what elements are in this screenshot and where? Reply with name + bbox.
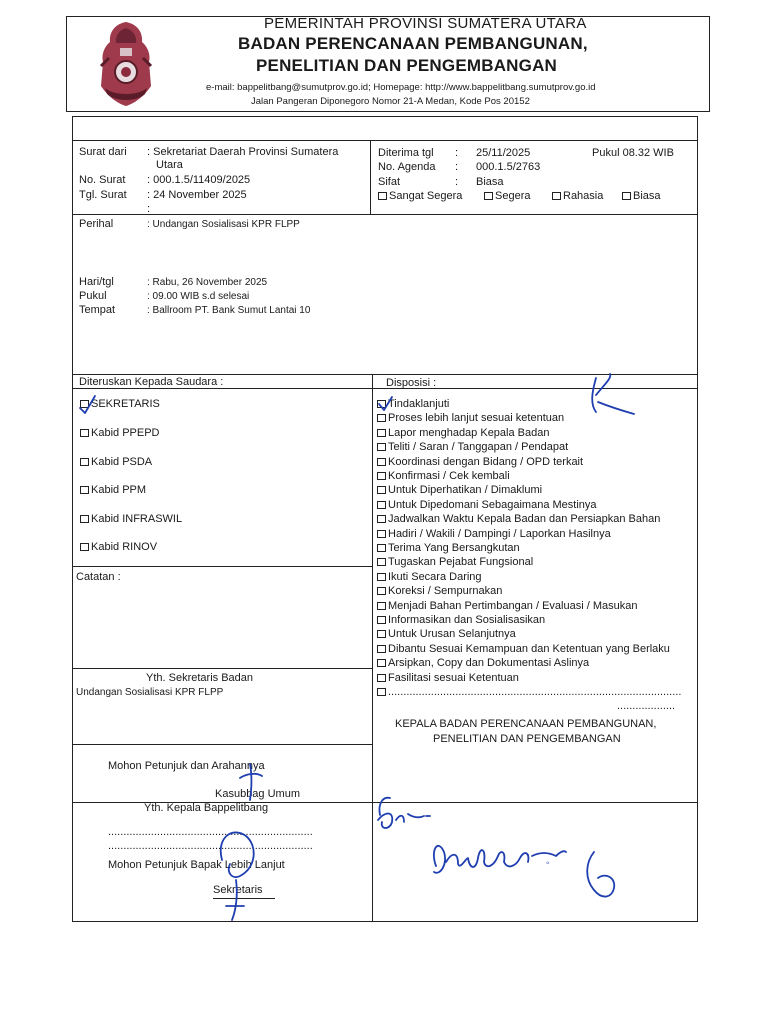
disposisi-item-label: Untuk Urusan Selanjutnya — [388, 628, 516, 641]
sifat-option-label: Rahasia — [563, 190, 604, 202]
blank-line: ................................................................................................ — [388, 686, 682, 698]
recipient-label: Kabid PPEPD — [91, 427, 160, 439]
sekretaris-box-to: Yth. Sekretaris Badan — [146, 672, 254, 684]
disposisi-item-label: Proses lebih lanjut sesuai ketentuan — [388, 412, 565, 425]
sekretaris-signature — [221, 832, 254, 920]
header-line3: PENELITIAN DAN PENGEMBANGAN — [256, 56, 558, 75]
disposisi-item-label: Lapor menghadap Kepala Badan — [388, 426, 550, 439]
disposisi-item-label: Hadiri / Wakili / Dampingi / Laporkan Hasilnya — [388, 527, 611, 540]
tgl-surat-value: : 24 November 2025 — [147, 189, 247, 201]
tempat-label: Tempat — [79, 304, 116, 316]
recipient-label: Kabid RINOV — [91, 541, 158, 553]
recipient-label: SEKRETARIS — [91, 398, 160, 410]
checkmark-sekretaris — [80, 396, 95, 413]
extra-colon: : — [147, 203, 151, 215]
kepala-box-signer: Sekretaris — [213, 884, 263, 896]
diterima-label: Diterima tgl — [378, 147, 434, 159]
disposisi-item-label: Arsipkan, Copy dan Dokumentasi Aslinya — [388, 657, 590, 670]
recipient-label: Kabid PPM — [91, 484, 147, 496]
agenda-value: 000.1.5/2763 — [476, 161, 541, 173]
disposisi-item-label: Koreksi / Sempurnakan — [388, 585, 503, 598]
disposisi-other-cont: ................... — [617, 700, 676, 712]
disposisi-item-label: Menjadi Bahan Pertimbangan / Evaluasi / Masukan — [388, 599, 638, 612]
header-contact: e-mail: bappelitbang@sumutprov.go.id; Homepage: http://www.bappelitbang.sumutprov.go.id — [206, 82, 596, 93]
disposisi-item-label: Konfirmasi / Cek kembali — [388, 470, 510, 482]
tempat-value: : Ballroom PT. Bank Sumut Lantai 10 — [147, 305, 311, 316]
kepala-box-dots: ................................................................... — [108, 826, 313, 838]
sifat-option-label: Biasa — [633, 190, 661, 202]
sifat-value: Biasa — [476, 176, 504, 188]
disposisi-item-label: Dibantu Sesuai Kemampuan dan Ketentuan yang Berlaku — [388, 642, 670, 655]
recipient-label: Kabid PSDA — [91, 456, 153, 468]
no-surat-value: : 000.1.5/11409/2025 — [147, 174, 251, 186]
tgl-surat-label: Tgl. Surat — [79, 189, 127, 201]
disposisi-title: Disposisi : — [386, 377, 437, 389]
diterima-colon: : — [455, 147, 459, 159]
recipient-label: Kabid INFRASWIL — [91, 513, 183, 525]
sifat-option-label: Segera — [495, 190, 531, 202]
perihal-value: : Undangan Sosialisasi KPR FLPP — [147, 219, 300, 230]
sifat-label: Sifat — [378, 176, 401, 188]
diterima-value: 25/11/2025 — [476, 147, 531, 159]
handwriting-dot: ◦ — [546, 858, 550, 869]
kepala-box-dots: ................................................................... — [108, 840, 313, 852]
disposisi-item-label: Tindaklanjuti — [388, 398, 450, 410]
initial-disposisi — [592, 374, 634, 414]
fasm-note — [378, 798, 430, 828]
pen-strokes-sekretaris — [240, 764, 262, 800]
pukul-value: : 09.00 WIB s.d selesai — [147, 291, 250, 302]
kepala-box-mohon: Mohon Petunjuk Bapak Lebih Lanjut — [108, 859, 285, 871]
disposisi-item-label: Terima Yang Bersangkutan — [388, 542, 520, 554]
disposisi-item-label: Untuk Dipedomani Sebagaimana Mestinya — [388, 498, 597, 511]
perihal-label: Perihal — [79, 218, 114, 230]
surat-dari-value: : Sekretariat Daerah Provinsi Sumatera — [147, 146, 339, 158]
hari-value: : Rabu, 26 November 2025 — [147, 277, 268, 288]
disposisi-item-label: Fasilitasi sesuai Ketentuan — [388, 671, 519, 684]
kepala-title-2: PENELITIAN DAN PENGEMBANGAN — [433, 733, 621, 745]
agenda-label: No. Agenda — [378, 161, 436, 173]
sekretaris-box-kasubbag: Kasubbag Umum — [215, 788, 300, 800]
catatan-title: Catatan : — [76, 571, 121, 583]
diteruskan-title: Diteruskan Kepada Saudara : — [79, 376, 224, 388]
disposisi-item-label: Jadwalkan Waktu Kepala Badan dan Persiapkan Bahan — [388, 513, 661, 526]
sifat-option-label: Sangat Segera — [389, 190, 463, 202]
surat-dari-label: Surat dari — [79, 146, 127, 158]
disposisi-item-label: Untuk Diperhatikan / Dimaklumi — [388, 484, 543, 497]
no-surat-label: No. Surat — [79, 174, 126, 186]
checkmark-tindaklanjuti — [379, 397, 392, 410]
pukul-received: Pukul 08.32 WIB — [592, 147, 674, 159]
disposisi-item-label: Ikuti Secara Daring — [388, 570, 482, 583]
kepala-box-to: Yth. Kepala Bappelitbang — [144, 802, 269, 814]
disposisi-item-label: Koordinasi dengan Bidang / OPD terkait — [388, 455, 584, 468]
disposisi-item-label: Informasikan dan Sosialisasikan — [388, 614, 546, 626]
sekretaris-box-mohon: Mohon Petunjuk dan Arahannya — [108, 760, 265, 772]
disposisi-item-label: Teliti / Saran / Tanggapan / Pendapat — [388, 441, 569, 454]
header-address: Jalan Pangeran Diponegoro Nomor 21-A Medan, Kode Pos 20152 — [251, 96, 530, 107]
sekretaris-box-subject: Undangan Sosialisasi KPR FLPP — [76, 687, 224, 698]
head-signature-loop — [587, 852, 614, 897]
disposisi-item-label: Tugaskan Pejabat Fungsional — [388, 556, 534, 569]
surat-dari-value-cont: Utara — [156, 159, 183, 171]
header-line1: PEMERINTAH PROVINSI SUMATERA UTARA — [264, 15, 587, 32]
header-line2: BADAN PERENCANAAN PEMBANGUNAN, — [238, 34, 588, 53]
agenda-colon: : — [455, 161, 459, 173]
sifat-colon: : — [455, 176, 459, 188]
hari-label: Hari/tgl — [79, 276, 114, 288]
kepala-title-1: KEPALA BADAN PERENCANAAN PEMBANGUNAN, — [395, 718, 657, 730]
pukul-label: Pukul — [79, 290, 107, 302]
